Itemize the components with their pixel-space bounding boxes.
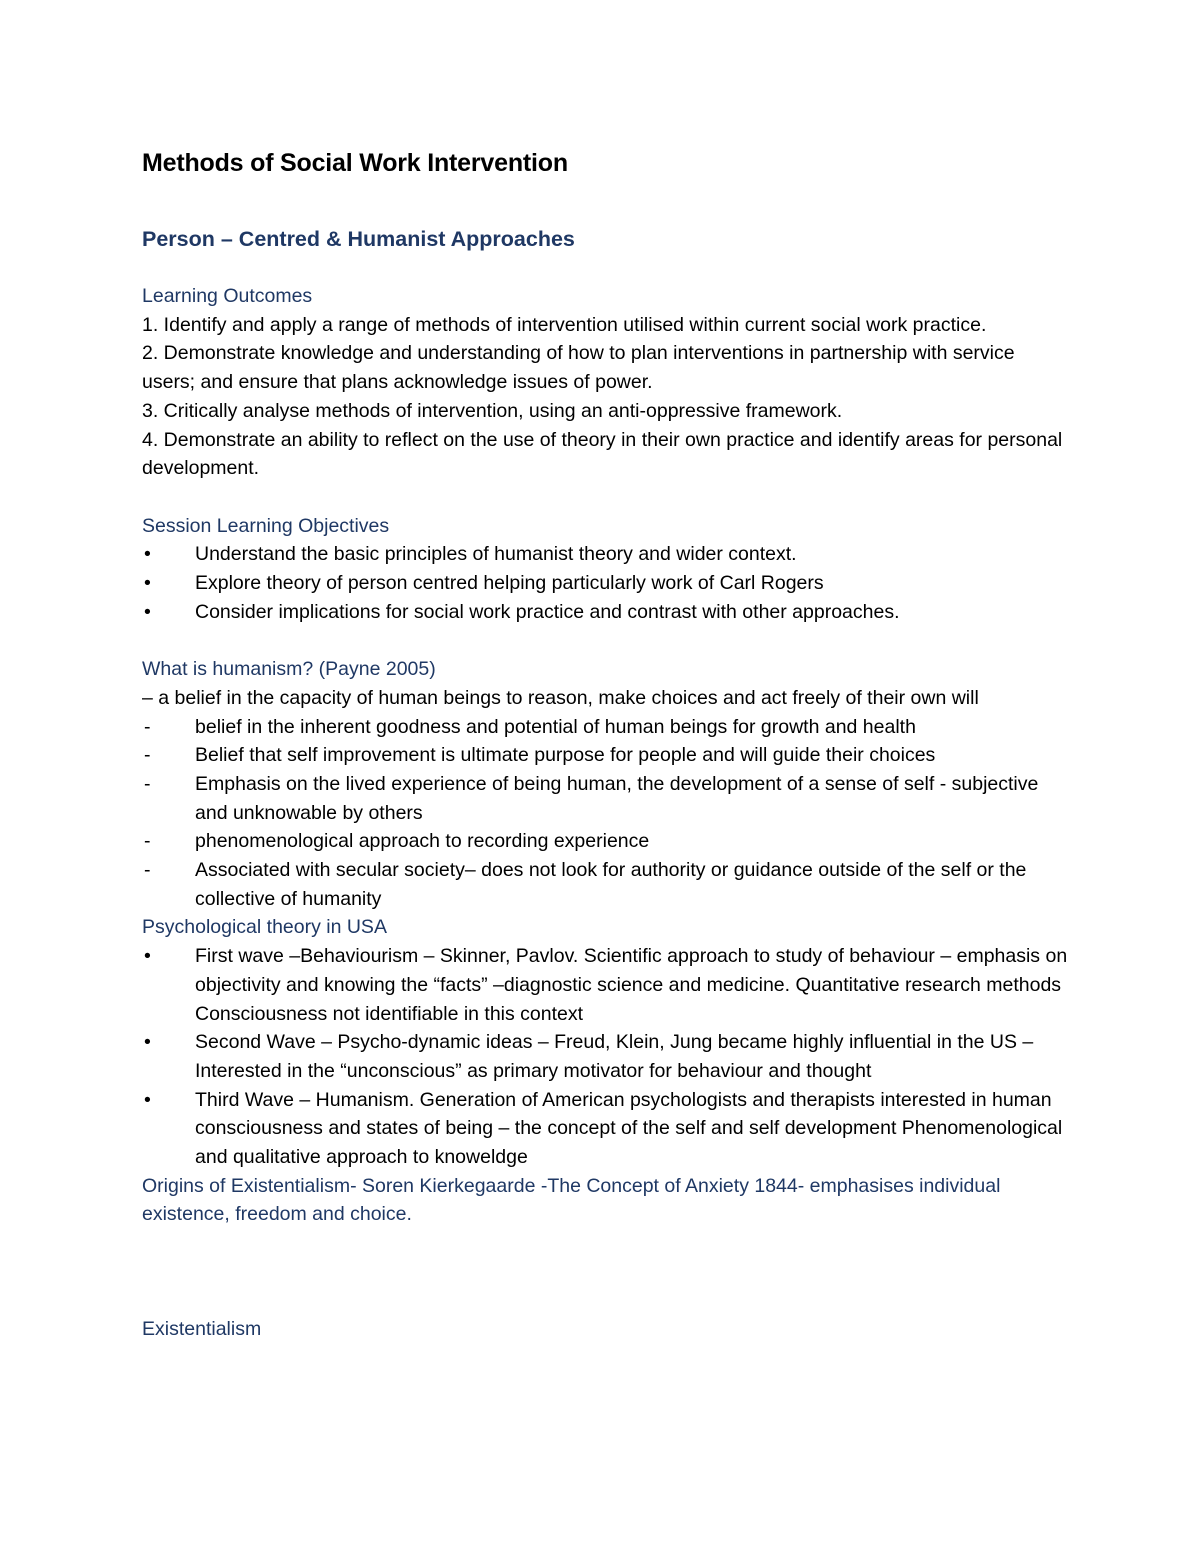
list-item — [142, 942, 1072, 1028]
humanism-section — [142, 655, 1072, 913]
list-item-text: Understand the basic principles of humanist theory and wider context. — [195, 543, 797, 566]
list-item-text: Associated with secular society– does not look for authority or guidance outside of the self or the collective of humanity — [195, 859, 1027, 910]
list-item-text: Third Wave – Humanism. Generation of American psychologists and therapists interested in human consciousness and states of being – the concept of the self and self development Phenomenological and qualitative approach to knoweldge — [195, 1088, 1063, 1169]
list-item — [142, 598, 1072, 627]
dash-marker: - — [144, 859, 151, 882]
document-page — [142, 146, 1072, 1344]
psych-theory-section — [142, 913, 1072, 1171]
existentialism-heading: Existentialism — [142, 1318, 262, 1341]
list-item-text: First wave –Behaviourism – Skinner, Pavlov. Scientific approach to study of behaviour – emphasis on objectivity and knowing the “facts” –diagnostic science and medicine. Quantitative research methods Consciousness not identifiable in this context — [195, 945, 1068, 1025]
bullet-marker: • — [144, 543, 151, 566]
psych-theory-heading: Psychological theory in USA — [142, 916, 387, 939]
humanism-first-item: – a belief in the capacity of human beings to reason, make choices and act freely of their own will — [142, 686, 979, 709]
session-objectives-heading: Session Learning Objectives — [142, 514, 390, 537]
bullet-marker: • — [144, 945, 151, 968]
list-item — [142, 1086, 1072, 1172]
list-item-text: Belief that self improvement is ultimate purpose for people and will guide their choices — [195, 744, 936, 767]
bullet-marker: • — [144, 1088, 151, 1111]
learning-outcome-item: 2. Demonstrate knowledge and understanding of how to plan interventions in partnership with service users; and ensure that plans acknowledge issues of power. — [142, 342, 1015, 394]
list-item — [142, 713, 1072, 742]
blank-space — [142, 1229, 1072, 1315]
list-item — [142, 741, 1072, 770]
bullet-marker: • — [144, 1031, 151, 1054]
dash-marker: - — [144, 830, 151, 853]
learning-outcome-item: 3. Critically analyse methods of intervention, using an anti-oppressive framework. — [142, 399, 843, 422]
humanism-heading: What is humanism? (Payne 2005) — [142, 658, 436, 681]
document-title: Methods of Social Work Intervention — [142, 149, 568, 177]
learning-outcomes-heading: Learning Outcomes — [142, 285, 313, 307]
dash-marker: - — [144, 772, 151, 795]
section-subtitle: Person – Centred & Humanist Approaches — [142, 227, 575, 251]
learning-outcome-item: 4. Demonstrate an ability to reflect on the use of theory in their own practice and identify areas for personal development. — [142, 428, 1063, 480]
dash-marker: - — [144, 715, 151, 738]
list-item-text: belief in the inherent goodness and potential of human beings for growth and health — [195, 715, 916, 738]
dash-marker: - — [144, 744, 151, 767]
list-item — [142, 827, 1072, 856]
list-item-text: Emphasis on the lived experience of being human, the development of a sense of self - subjective and unknowable by others — [195, 772, 1039, 824]
session-objectives-section — [142, 512, 1072, 627]
list-item — [142, 1028, 1072, 1085]
list-item-text: Explore theory of person centred helping particularly work of Carl Rogers — [195, 572, 824, 595]
list-item — [142, 770, 1072, 827]
list-item-text: phenomenological approach to recording experience — [195, 830, 650, 853]
list-item — [142, 856, 1072, 913]
bullet-marker: • — [144, 572, 151, 595]
list-item-text: Second Wave – Psycho-dynamic ideas – Freud, Klein, Jung became highly influential in the US – Interested in the “unconscious” as primary motivator for behaviour and thought — [195, 1031, 1034, 1082]
list-item-text: Consider implications for social work practice and contrast with other approaches. — [195, 600, 900, 623]
bullet-marker: • — [144, 600, 151, 623]
list-item — [142, 569, 1072, 598]
origins-paragraph: Origins of Existentialism- Soren Kierkegaarde -The Concept of Anxiety 1844- emphasises individual existence, freedom and choice. — [142, 1174, 1001, 1226]
list-item — [142, 540, 1072, 569]
learning-outcome-item: 1. Identify and apply a range of methods of intervention utilised within current social work practice. — [142, 313, 987, 336]
learning-outcomes-section — [142, 282, 1072, 483]
